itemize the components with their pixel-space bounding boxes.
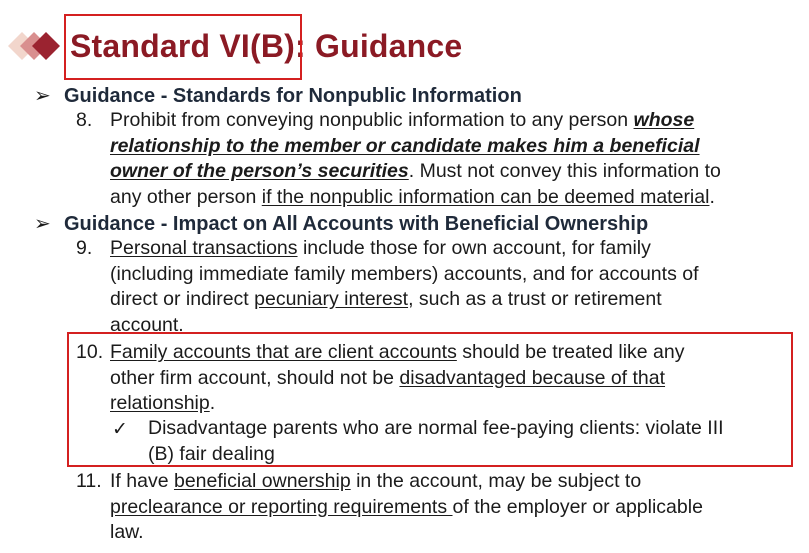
- section-heading-label: Guidance - Impact on All Accounts with Beneficial Ownership: [64, 213, 649, 235]
- title-highlight-box: [64, 14, 302, 80]
- section-heading-label: Guidance - Standards for Nonpublic Information: [64, 85, 522, 107]
- page-title: Standard VI(B): Guidance: [70, 28, 463, 64]
- section-heading-nonpublic: [34, 83, 522, 108]
- section-heading-beneficial-ownership: [34, 211, 648, 236]
- arrowhead-bullet-icon: ➢: [34, 213, 51, 235]
- list-item-9: Personal transactions include those for own account, for family (including immediate family members) accounts, and for accounts of direct or indirect pecuniary interest, such as a trust or retirement account.: [110, 237, 699, 331]
- sub-item-fair-dealing: Disadvantage parents who are normal fee-paying clients: violate III (B) fair dealing: [148, 417, 724, 465]
- diamond-logo-icon: [4, 24, 62, 68]
- item-number: 10.: [76, 341, 104, 363]
- item-number: 11.: [76, 470, 102, 492]
- list-item-11: If have beneficial ownership in the account, may be subject to preclearance or reporting requirements of the employer or applicable law.: [110, 470, 703, 543]
- item-number: 9.: [76, 237, 93, 259]
- item-number: 8.: [76, 109, 93, 131]
- checkmark-icon: ✓: [112, 419, 128, 440]
- arrowhead-bullet-icon: ➢: [34, 85, 51, 107]
- list-item-10: Family accounts that are client accounts should be treated like any other firm account, should not be disadvantaged because of that relationship.: [110, 341, 685, 414]
- list-item-8: Prohibit from conveying nonpublic information to any person whose relationship to the member or candidate makes him a beneficial owner of the person’s securities. Must not convey this information to any other person if the nonpublic information can be deemed material.: [110, 109, 721, 208]
- item-10-highlight-box: [67, 332, 793, 467]
